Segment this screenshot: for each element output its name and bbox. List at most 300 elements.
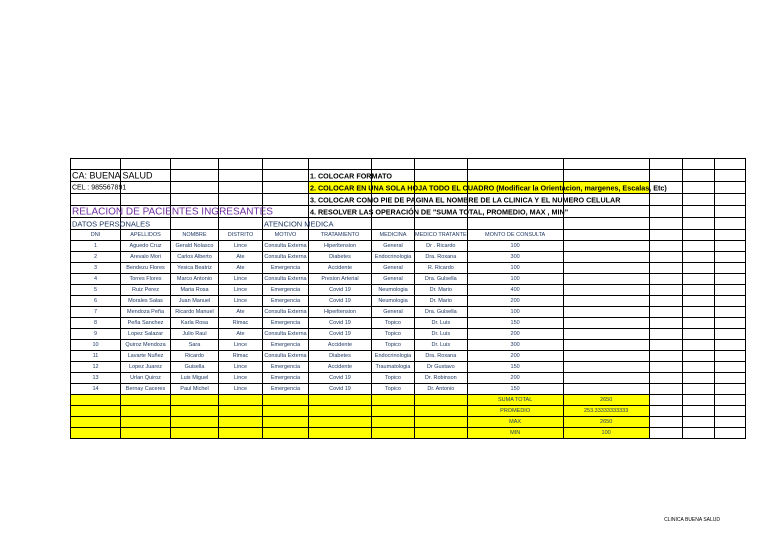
- table-cell[interactable]: 150: [467, 384, 563, 395]
- cell[interactable]: [714, 384, 745, 395]
- cell[interactable]: [71, 395, 121, 406]
- cell[interactable]: [121, 395, 171, 406]
- cell[interactable]: [171, 218, 219, 230]
- column-header[interactable]: APELLIDOS: [121, 230, 171, 241]
- cell[interactable]: [563, 384, 649, 395]
- table-cell[interactable]: Dr. Luis: [415, 329, 468, 340]
- table-cell[interactable]: Lince: [219, 373, 263, 384]
- cell[interactable]: [171, 395, 219, 406]
- table-cell[interactable]: Morales Salas: [121, 296, 171, 307]
- table-cell[interactable]: Ate: [219, 307, 263, 318]
- table-cell[interactable]: Dr. Luis: [415, 340, 468, 351]
- cell[interactable]: [372, 218, 415, 230]
- table-cell[interactable]: Maria Rosa: [171, 285, 219, 296]
- cell[interactable]: [714, 395, 745, 406]
- cell[interactable]: [682, 406, 714, 417]
- cell[interactable]: [682, 285, 714, 296]
- cell[interactable]: [649, 362, 682, 373]
- table-cell[interactable]: 10: [71, 340, 121, 351]
- table-cell[interactable]: Paul Michel: [171, 384, 219, 395]
- cell[interactable]: [121, 182, 171, 194]
- cell[interactable]: [71, 406, 121, 417]
- table-cell[interactable]: Gerald Nolasco: [171, 241, 219, 252]
- cell[interactable]: [649, 428, 682, 439]
- cell[interactable]: [682, 428, 714, 439]
- table-cell[interactable]: Guisella: [171, 362, 219, 373]
- table-cell[interactable]: Julio Raul: [171, 329, 219, 340]
- table-cell[interactable]: Diabetes: [309, 252, 372, 263]
- cell[interactable]: [714, 230, 745, 241]
- cell[interactable]: [121, 159, 171, 170]
- cell[interactable]: [263, 428, 309, 439]
- table-cell[interactable]: Emergencia: [263, 340, 309, 351]
- table-cell[interactable]: Dra. Gulsella: [415, 274, 468, 285]
- table-cell[interactable]: Aguedo Cruz: [121, 241, 171, 252]
- cell[interactable]: [714, 252, 745, 263]
- cell[interactable]: [121, 417, 171, 428]
- cell[interactable]: [682, 362, 714, 373]
- column-header[interactable]: MEDICO TRATANTE: [415, 230, 468, 241]
- cell[interactable]: [563, 318, 649, 329]
- summary-label[interactable]: PROMEDIO: [467, 406, 563, 417]
- cell[interactable]: [309, 417, 372, 428]
- cell[interactable]: [649, 329, 682, 340]
- cell[interactable]: [263, 218, 334, 230]
- summary-label[interactable]: MAX: [467, 417, 563, 428]
- cell[interactable]: [467, 170, 563, 182]
- cell[interactable]: [714, 182, 745, 194]
- cell[interactable]: [71, 170, 153, 182]
- table-cell[interactable]: Bernay Caceres: [121, 384, 171, 395]
- cell[interactable]: [263, 170, 309, 182]
- table-cell[interactable]: Endocrinologia: [372, 252, 415, 263]
- table-cell[interactable]: Marco Antonio: [171, 274, 219, 285]
- cell[interactable]: [714, 373, 745, 384]
- cell[interactable]: [649, 218, 682, 230]
- summary-value[interactable]: 2650: [563, 395, 649, 406]
- table-cell[interactable]: 2: [71, 252, 121, 263]
- table-cell[interactable]: Consulta Externa: [263, 307, 309, 318]
- cell[interactable]: [682, 296, 714, 307]
- table-cell[interactable]: Dra. Roxana: [415, 351, 468, 362]
- cell[interactable]: [649, 307, 682, 318]
- cell[interactable]: [219, 406, 263, 417]
- cell[interactable]: [682, 318, 714, 329]
- cell[interactable]: [563, 159, 649, 170]
- cell[interactable]: [415, 218, 468, 230]
- cell[interactable]: [714, 307, 745, 318]
- cell[interactable]: [71, 218, 151, 230]
- cell[interactable]: [714, 241, 745, 252]
- table-cell[interactable]: Dr . Ricardo: [415, 241, 468, 252]
- cell[interactable]: [219, 170, 263, 182]
- cell[interactable]: [649, 351, 682, 362]
- table-cell[interactable]: Ate: [219, 329, 263, 340]
- table-cell[interactable]: 150: [467, 362, 563, 373]
- cell[interactable]: [263, 159, 309, 170]
- cell[interactable]: [649, 395, 682, 406]
- table-cell[interactable]: Covid 19: [309, 285, 372, 296]
- table-cell[interactable]: Dra. Gulsella: [415, 307, 468, 318]
- table-cell[interactable]: 12: [71, 362, 121, 373]
- cell[interactable]: [682, 182, 714, 194]
- table-cell[interactable]: Emergencia: [263, 373, 309, 384]
- table-cell[interactable]: 4: [71, 274, 121, 285]
- table-cell[interactable]: 5: [71, 285, 121, 296]
- cell[interactable]: [714, 340, 745, 351]
- table-cell[interactable]: Dra. Roxana: [415, 252, 468, 263]
- table-cell[interactable]: Neumologia: [372, 285, 415, 296]
- cell[interactable]: [372, 417, 415, 428]
- table-cell[interactable]: Accidente: [309, 340, 372, 351]
- cell[interactable]: [649, 159, 682, 170]
- cell[interactable]: [649, 417, 682, 428]
- cell[interactable]: [121, 406, 171, 417]
- cell[interactable]: [682, 329, 714, 340]
- cell[interactable]: [309, 428, 372, 439]
- cell[interactable]: [263, 406, 309, 417]
- cell[interactable]: [309, 395, 372, 406]
- table-cell[interactable]: Carlos Alberto: [171, 252, 219, 263]
- cell[interactable]: [682, 395, 714, 406]
- cell[interactable]: [309, 406, 372, 417]
- cell[interactable]: [649, 274, 682, 285]
- cell[interactable]: [682, 241, 714, 252]
- cell[interactable]: [682, 206, 714, 218]
- table-cell[interactable]: Covid 19: [309, 384, 372, 395]
- cell[interactable]: [121, 428, 171, 439]
- table-cell[interactable]: Consulta Externa: [263, 351, 309, 362]
- table-cell[interactable]: Ruiz Perez: [121, 285, 171, 296]
- table-cell[interactable]: Ricardo Manuel: [171, 307, 219, 318]
- table-cell[interactable]: Luis Miguel: [171, 373, 219, 384]
- cell[interactable]: [649, 170, 682, 182]
- table-cell[interactable]: Hiperltension: [309, 241, 372, 252]
- table-cell[interactable]: Ate: [219, 263, 263, 274]
- cell[interactable]: [263, 194, 309, 206]
- table-cell[interactable]: General: [372, 274, 415, 285]
- table-cell[interactable]: Consulta Externa: [263, 274, 309, 285]
- table-cell[interactable]: Peña Sanchez: [121, 318, 171, 329]
- table-cell[interactable]: Presion Arterial: [309, 274, 372, 285]
- table-cell[interactable]: 8: [71, 318, 121, 329]
- table-cell[interactable]: Topico: [372, 373, 415, 384]
- table-cell[interactable]: Emergencia: [263, 318, 309, 329]
- cell[interactable]: [219, 218, 263, 230]
- cell[interactable]: [714, 428, 745, 439]
- cell[interactable]: [682, 230, 714, 241]
- cell[interactable]: [171, 182, 219, 194]
- column-header[interactable]: MOTIVO: [263, 230, 309, 241]
- table-cell[interactable]: Emergencia: [263, 296, 309, 307]
- cell[interactable]: [563, 285, 649, 296]
- table-cell[interactable]: Dr Gustavo: [415, 362, 468, 373]
- table-cell[interactable]: 100: [467, 263, 563, 274]
- table-cell[interactable]: Torres Flores: [121, 274, 171, 285]
- table-cell[interactable]: 100: [467, 274, 563, 285]
- table-cell[interactable]: 300: [467, 340, 563, 351]
- cell[interactable]: [71, 182, 127, 194]
- cell[interactable]: [71, 206, 273, 218]
- cell[interactable]: [415, 417, 468, 428]
- cell[interactable]: [263, 417, 309, 428]
- table-cell[interactable]: Covid 19: [309, 296, 372, 307]
- cell[interactable]: [649, 252, 682, 263]
- cell[interactable]: [714, 285, 745, 296]
- table-cell[interactable]: Lince: [219, 285, 263, 296]
- table-cell[interactable]: Lince: [219, 384, 263, 395]
- table-cell[interactable]: Lince: [219, 340, 263, 351]
- cell[interactable]: [219, 194, 263, 206]
- table-cell[interactable]: General: [372, 263, 415, 274]
- table-cell[interactable]: General: [372, 307, 415, 318]
- table-cell[interactable]: Bendezu Flores: [121, 263, 171, 274]
- table-cell[interactable]: Quiroz Mendoza: [121, 340, 171, 351]
- cell[interactable]: [649, 318, 682, 329]
- column-header[interactable]: DNI: [71, 230, 121, 241]
- cell[interactable]: [563, 296, 649, 307]
- table-cell[interactable]: 13: [71, 373, 121, 384]
- cell[interactable]: [415, 170, 468, 182]
- table-cell[interactable]: Rimac: [219, 318, 263, 329]
- table-cell[interactable]: Traumatologia: [372, 362, 415, 373]
- table-cell[interactable]: 11: [71, 351, 121, 362]
- cell[interactable]: [563, 170, 649, 182]
- cell[interactable]: [415, 428, 468, 439]
- cell[interactable]: [714, 206, 745, 218]
- table-cell[interactable]: Dr. Antonio: [415, 384, 468, 395]
- cell[interactable]: [171, 194, 219, 206]
- table-cell[interactable]: Lavarte Nuñez: [121, 351, 171, 362]
- table-cell[interactable]: Topico: [372, 329, 415, 340]
- cell[interactable]: [682, 417, 714, 428]
- table-cell[interactable]: Hiperltension: [309, 307, 372, 318]
- table-cell[interactable]: 400: [467, 285, 563, 296]
- cell[interactable]: [649, 263, 682, 274]
- table-cell[interactable]: Mendoza Peña: [121, 307, 171, 318]
- cell[interactable]: [682, 194, 714, 206]
- cell[interactable]: [563, 241, 649, 252]
- table-cell[interactable]: 200: [467, 296, 563, 307]
- cell[interactable]: [649, 296, 682, 307]
- cell[interactable]: [309, 194, 621, 206]
- cell[interactable]: [682, 170, 714, 182]
- cell[interactable]: [171, 159, 219, 170]
- table-cell[interactable]: 1: [71, 241, 121, 252]
- cell[interactable]: [372, 406, 415, 417]
- cell[interactable]: [415, 406, 468, 417]
- cell[interactable]: [563, 329, 649, 340]
- cell[interactable]: [563, 230, 649, 241]
- cell[interactable]: [649, 241, 682, 252]
- table-cell[interactable]: Emergencia: [263, 384, 309, 395]
- cell[interactable]: [682, 307, 714, 318]
- cell[interactable]: [563, 362, 649, 373]
- table-cell[interactable]: Lince: [219, 362, 263, 373]
- summary-label[interactable]: SUMA TOTAL: [467, 395, 563, 406]
- cell[interactable]: [71, 194, 121, 206]
- table-cell[interactable]: Endocrinologia: [372, 351, 415, 362]
- table-cell[interactable]: Rimac: [219, 351, 263, 362]
- cell[interactable]: [649, 373, 682, 384]
- column-header[interactable]: NOMBRE: [171, 230, 219, 241]
- table-cell[interactable]: 200: [467, 351, 563, 362]
- table-cell[interactable]: Dr. Luis: [415, 318, 468, 329]
- column-header[interactable]: DISTRITO: [219, 230, 263, 241]
- table-cell[interactable]: Emergencia: [263, 362, 309, 373]
- cell[interactable]: [372, 159, 415, 170]
- table-cell[interactable]: Dr. Mario: [415, 296, 468, 307]
- table-cell[interactable]: Yesica Beatriz: [171, 263, 219, 274]
- table-cell[interactable]: General: [372, 241, 415, 252]
- cell[interactable]: [714, 263, 745, 274]
- cell[interactable]: [714, 194, 745, 206]
- cell[interactable]: [649, 384, 682, 395]
- cell[interactable]: [171, 170, 219, 182]
- table-cell[interactable]: Accidente: [309, 362, 372, 373]
- table-cell[interactable]: 100: [467, 241, 563, 252]
- table-cell[interactable]: 14: [71, 384, 121, 395]
- cell[interactable]: [682, 159, 714, 170]
- cell[interactable]: [563, 263, 649, 274]
- cell[interactable]: [563, 218, 649, 230]
- table-cell[interactable]: Topico: [372, 340, 415, 351]
- table-cell[interactable]: Emergencia: [263, 285, 309, 296]
- cell[interactable]: [714, 296, 745, 307]
- cell[interactable]: [682, 274, 714, 285]
- cell[interactable]: [263, 182, 309, 194]
- summary-value[interactable]: 2650: [563, 417, 649, 428]
- table-cell[interactable]: 200: [467, 373, 563, 384]
- cell[interactable]: [649, 230, 682, 241]
- cell[interactable]: [219, 428, 263, 439]
- cell[interactable]: [171, 406, 219, 417]
- table-cell[interactable]: Urlan Quiroz: [121, 373, 171, 384]
- table-cell[interactable]: Topico: [372, 318, 415, 329]
- table-cell[interactable]: Covid 19: [309, 318, 372, 329]
- cell[interactable]: [563, 252, 649, 263]
- cell[interactable]: [219, 417, 263, 428]
- cell[interactable]: [263, 395, 309, 406]
- table-cell[interactable]: Neumologia: [372, 296, 415, 307]
- table-cell[interactable]: 300: [467, 252, 563, 263]
- table-cell[interactable]: R. Ricardo: [415, 263, 468, 274]
- table-cell[interactable]: 3: [71, 263, 121, 274]
- column-header[interactable]: MONTO DE CONSULTA: [467, 230, 563, 241]
- cell[interactable]: [649, 206, 682, 218]
- table-cell[interactable]: 9: [71, 329, 121, 340]
- cell[interactable]: [563, 373, 649, 384]
- table-cell[interactable]: Diabetes: [309, 351, 372, 362]
- cell[interactable]: [563, 307, 649, 318]
- column-header[interactable]: TRATAMIENTO: [309, 230, 372, 241]
- cell[interactable]: [309, 182, 667, 194]
- table-cell[interactable]: Ricardo: [171, 351, 219, 362]
- cell[interactable]: [121, 194, 171, 206]
- table-cell[interactable]: Consulta Externa: [263, 241, 309, 252]
- cell[interactable]: [682, 373, 714, 384]
- table-cell[interactable]: Lopez Salazar: [121, 329, 171, 340]
- table-cell[interactable]: Lopez Juarez: [121, 362, 171, 373]
- table-cell[interactable]: Juan Manuel: [171, 296, 219, 307]
- table-cell[interactable]: Covid 19: [309, 373, 372, 384]
- cell[interactable]: [714, 170, 745, 182]
- table-cell[interactable]: Consulta Externa: [263, 252, 309, 263]
- table-cell[interactable]: Sara: [171, 340, 219, 351]
- cell[interactable]: [682, 263, 714, 274]
- table-cell[interactable]: Lince: [219, 296, 263, 307]
- table-cell[interactable]: 150: [467, 318, 563, 329]
- table-cell[interactable]: Arevalo Mori: [121, 252, 171, 263]
- cell[interactable]: [171, 428, 219, 439]
- table-cell[interactable]: Emergencia: [263, 263, 309, 274]
- table-cell[interactable]: Covid 19: [309, 329, 372, 340]
- table-cell[interactable]: 200: [467, 329, 563, 340]
- cell[interactable]: [563, 340, 649, 351]
- column-header[interactable]: MEDICINA: [372, 230, 415, 241]
- cell[interactable]: [372, 428, 415, 439]
- table-cell[interactable]: 6: [71, 296, 121, 307]
- cell[interactable]: [71, 417, 121, 428]
- cell[interactable]: [219, 159, 263, 170]
- table-cell[interactable]: Lince: [219, 241, 263, 252]
- cell[interactable]: [219, 182, 263, 194]
- cell[interactable]: [649, 194, 682, 206]
- cell[interactable]: [682, 340, 714, 351]
- table-cell[interactable]: Accidente: [309, 263, 372, 274]
- summary-value[interactable]: 253.33333333333: [563, 406, 649, 417]
- table-cell[interactable]: Dr. Mario: [415, 285, 468, 296]
- cell[interactable]: [467, 218, 563, 230]
- table-cell[interactable]: 100: [467, 307, 563, 318]
- cell[interactable]: [714, 218, 745, 230]
- cell[interactable]: [682, 384, 714, 395]
- cell[interactable]: [309, 206, 569, 218]
- table-cell[interactable]: Lince: [219, 274, 263, 285]
- cell[interactable]: [682, 351, 714, 362]
- cell[interactable]: [171, 417, 219, 428]
- cell[interactable]: [309, 159, 372, 170]
- cell[interactable]: [714, 417, 745, 428]
- cell[interactable]: [467, 159, 563, 170]
- cell[interactable]: [563, 206, 649, 218]
- table-cell[interactable]: Dr. Robinson: [415, 373, 468, 384]
- cell[interactable]: [649, 285, 682, 296]
- table-cell[interactable]: Topico: [372, 384, 415, 395]
- cell[interactable]: [714, 318, 745, 329]
- table-cell[interactable]: Ate: [219, 252, 263, 263]
- table-cell[interactable]: 7: [71, 307, 121, 318]
- cell[interactable]: [563, 351, 649, 362]
- cell[interactable]: [714, 362, 745, 373]
- cell[interactable]: [71, 159, 121, 170]
- cell[interactable]: [714, 274, 745, 285]
- cell[interactable]: [415, 395, 468, 406]
- table-cell[interactable]: Consulta Externa: [263, 329, 309, 340]
- summary-value[interactable]: 100: [563, 428, 649, 439]
- cell[interactable]: [71, 428, 121, 439]
- cell[interactable]: [219, 395, 263, 406]
- cell[interactable]: [714, 351, 745, 362]
- cell[interactable]: [714, 329, 745, 340]
- cell[interactable]: [372, 395, 415, 406]
- table-cell[interactable]: Karla Rosa: [171, 318, 219, 329]
- summary-label[interactable]: MIN: [467, 428, 563, 439]
- cell[interactable]: [309, 170, 392, 182]
- cell[interactable]: [682, 252, 714, 263]
- cell[interactable]: [563, 274, 649, 285]
- cell[interactable]: [415, 159, 468, 170]
